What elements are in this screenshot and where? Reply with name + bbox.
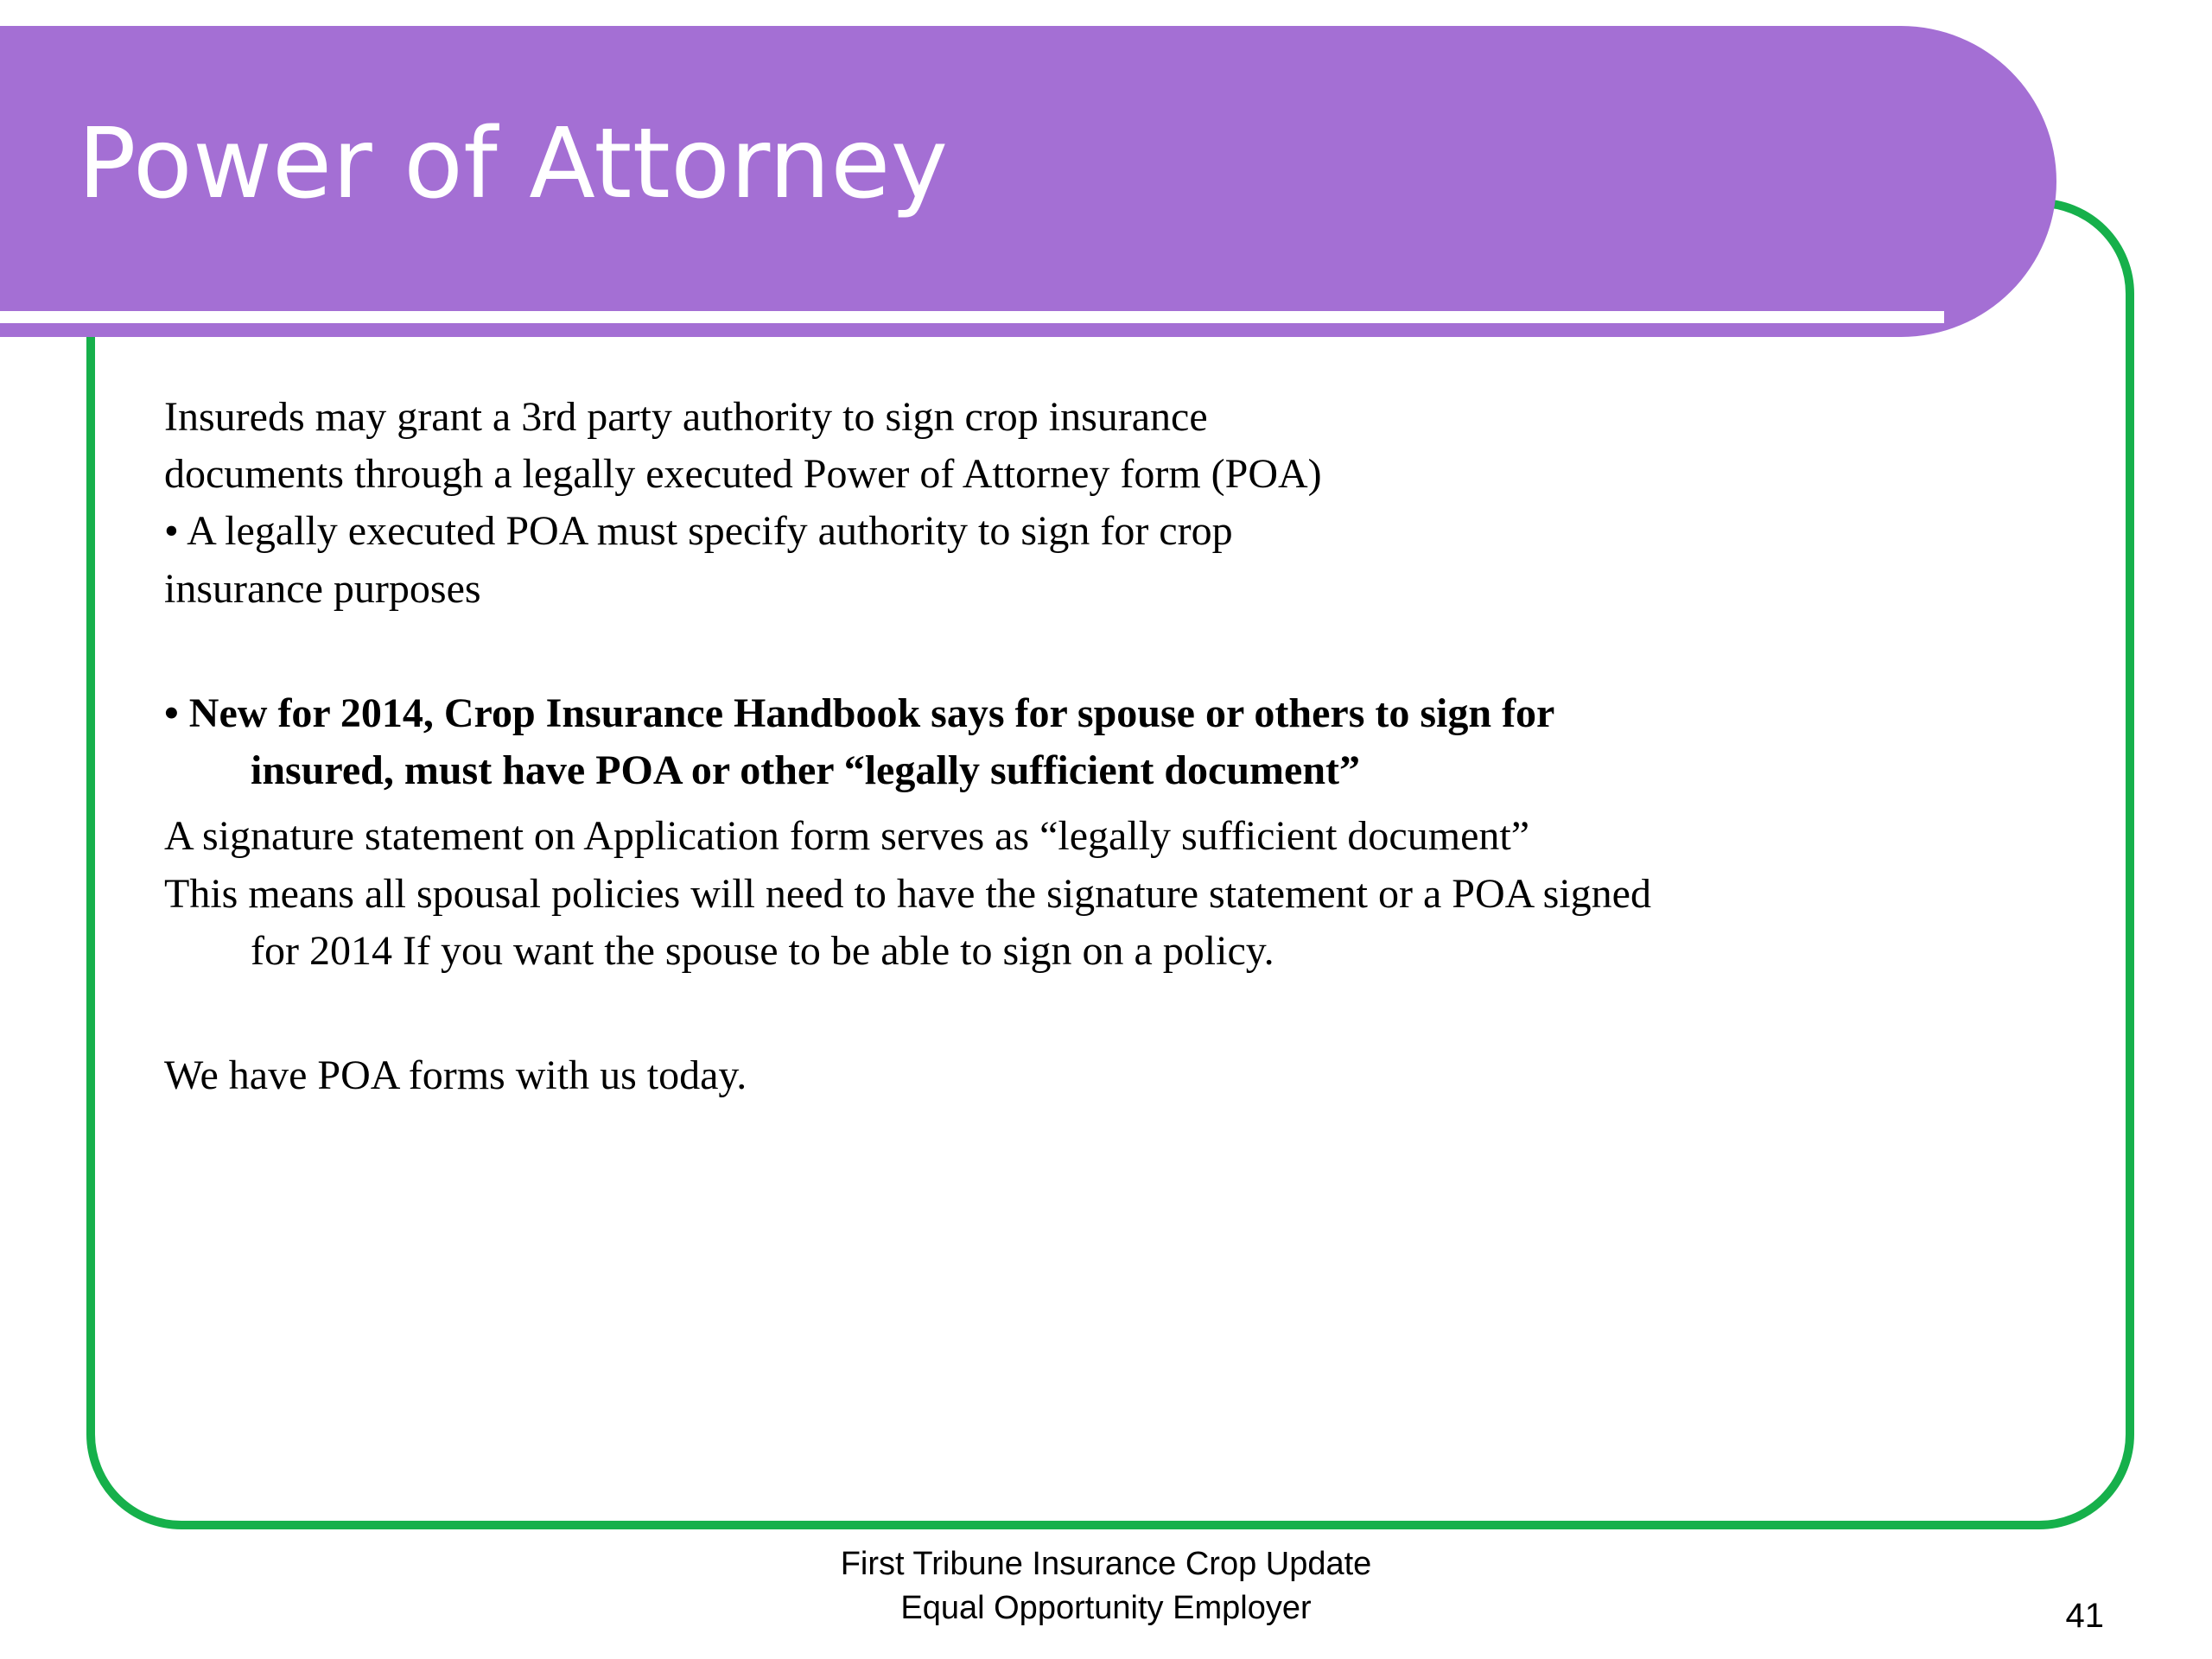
body-bullet-2-line-1: • New for 2014, Crop Insurance Handbook says for spouse or others to sign for [164, 690, 1555, 736]
page-number: 41 [2065, 1597, 2104, 1635]
page-title: Power of Attorney [78, 108, 949, 220]
body-paragraph-5: We have POA forms with us today. [164, 1052, 747, 1099]
slide-body [164, 389, 2091, 1104]
footer-line-2: Equal Opportunity Employer [900, 1590, 1312, 1627]
footer-line-1: First Tribune Insurance Crop Update [840, 1546, 1372, 1582]
body-spacer-2 [164, 799, 2091, 808]
body-spacer-3 [164, 980, 2091, 1047]
body-bullet-1-line-1: • A legally executed POA must specify authority to sign for crop [164, 508, 1233, 555]
body-paragraph-3: A signature statement on Application form serves as “legally sufficient document” [164, 813, 1530, 860]
title-underline-rule [0, 311, 1944, 323]
body-paragraph-4-line-1: This means all spousal policies will need to have the signature statement or a POA signed [164, 870, 1651, 917]
slide-footer [0, 1542, 2212, 1631]
body-bullet-1-line-2: insurance purposes [164, 565, 481, 612]
body-spacer-1 [164, 618, 2091, 685]
body-paragraph-1-line-2: documents through a legally executed Power of Attorney form (POA) [164, 451, 1322, 498]
body-paragraph-1-line-1: Insureds may grant a 3rd party authority to sign crop insurance [164, 394, 1208, 440]
title-banner [0, 26, 2056, 337]
body-bullet-2-line-2: insured, must have POA or other “legally sufficient document” [251, 747, 1360, 794]
body-paragraph-4-line-2: for 2014 If you want the spouse to be able to sign on a policy. [251, 927, 1274, 974]
